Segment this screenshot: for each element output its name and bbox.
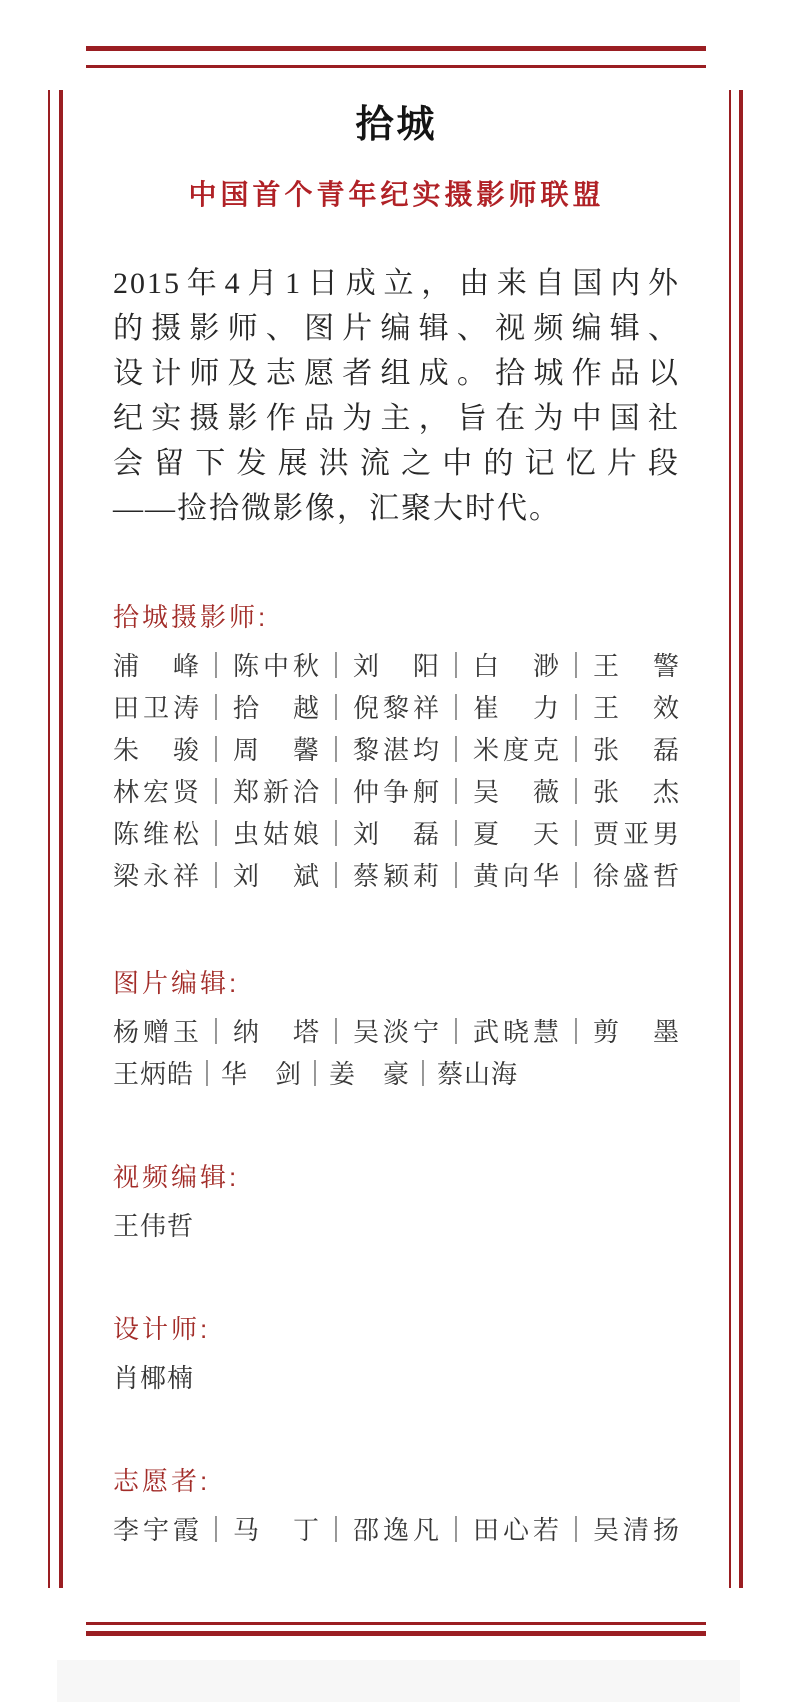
intro-line: 设计师及志愿者组成。拾城作品以 xyxy=(113,357,680,390)
section-heading: 图片编辑: xyxy=(113,968,240,998)
bottom-rule-thin xyxy=(86,1622,706,1625)
content-column xyxy=(113,95,680,1551)
section-rows xyxy=(113,1509,680,1551)
right-rule-outer xyxy=(739,90,743,1588)
section-heading: 视频编辑: xyxy=(113,1162,240,1192)
credits-section xyxy=(113,1161,680,1247)
name-row: 梁永祥｜刘 斌｜蔡颖莉｜黄向华｜徐盛哲 xyxy=(113,861,680,891)
section-rows xyxy=(113,1357,680,1399)
credits-section xyxy=(113,1465,680,1551)
credits-sections xyxy=(113,601,680,1551)
bottom-rule-thick xyxy=(86,1631,706,1636)
name-row: 王伟哲 xyxy=(113,1211,195,1241)
page-title: 拾城 xyxy=(355,104,438,146)
intro-line: ——捡拾微影像，汇聚大时代。 xyxy=(113,492,561,525)
intro-line: 的摄影师、图片编辑、视频编辑、 xyxy=(113,312,680,345)
intro-line: 会留下发展洪流之中的记忆片段 xyxy=(113,447,680,480)
top-rule-thick xyxy=(86,46,706,51)
section-rows xyxy=(113,645,680,897)
name-row: 林宏贤｜郑新洽｜仲争舸｜吴 薇｜张 杰 xyxy=(113,777,680,807)
page-subtitle: 中国首个青年纪实摄影师联盟 xyxy=(188,180,605,211)
credits-section xyxy=(113,967,680,1095)
name-row: 陈维松｜虫姑娘｜刘 磊｜夏 天｜贾亚男 xyxy=(113,819,680,849)
name-row: 朱 骏｜周 馨｜黎湛均｜米度克｜张 磊 xyxy=(113,735,680,765)
name-row: 浦 峰｜陈中秋｜刘 阳｜白 渺｜王 警 xyxy=(113,651,680,681)
left-rule-outer xyxy=(48,90,50,1588)
name-row: 肖椰楠 xyxy=(113,1363,195,1393)
name-row: 王炳皓｜华 剑｜姜 豪｜蔡山海 xyxy=(113,1059,519,1089)
right-rule-inner xyxy=(729,90,731,1588)
credits-section xyxy=(113,1313,680,1399)
section-heading: 拾城摄影师: xyxy=(113,602,269,632)
top-rule-thin xyxy=(86,65,706,68)
name-row: 杨赠玉｜纳 塔｜吴淡宁｜武晓慧｜剪 墨 xyxy=(113,1017,680,1047)
credits-section xyxy=(113,601,680,897)
section-rows xyxy=(113,1011,680,1095)
intro-line: 纪实摄影作品为主，旨在为中国社 xyxy=(113,402,680,435)
name-row: 李宇霞｜马 丁｜邵逸凡｜田心若｜吴清扬 xyxy=(113,1515,680,1545)
left-rule-inner xyxy=(59,90,63,1588)
section-rows xyxy=(113,1205,680,1247)
bottom-shadow-band xyxy=(57,1660,740,1702)
name-row: 田卫涛｜拾 越｜倪黎祥｜崔 力｜王 效 xyxy=(113,693,680,723)
intro-paragraph xyxy=(113,261,680,531)
section-heading: 设计师: xyxy=(113,1314,211,1344)
section-heading: 志愿者: xyxy=(113,1466,211,1496)
intro-line: 2015年4月1日成立，由来自国内外 xyxy=(113,267,680,300)
